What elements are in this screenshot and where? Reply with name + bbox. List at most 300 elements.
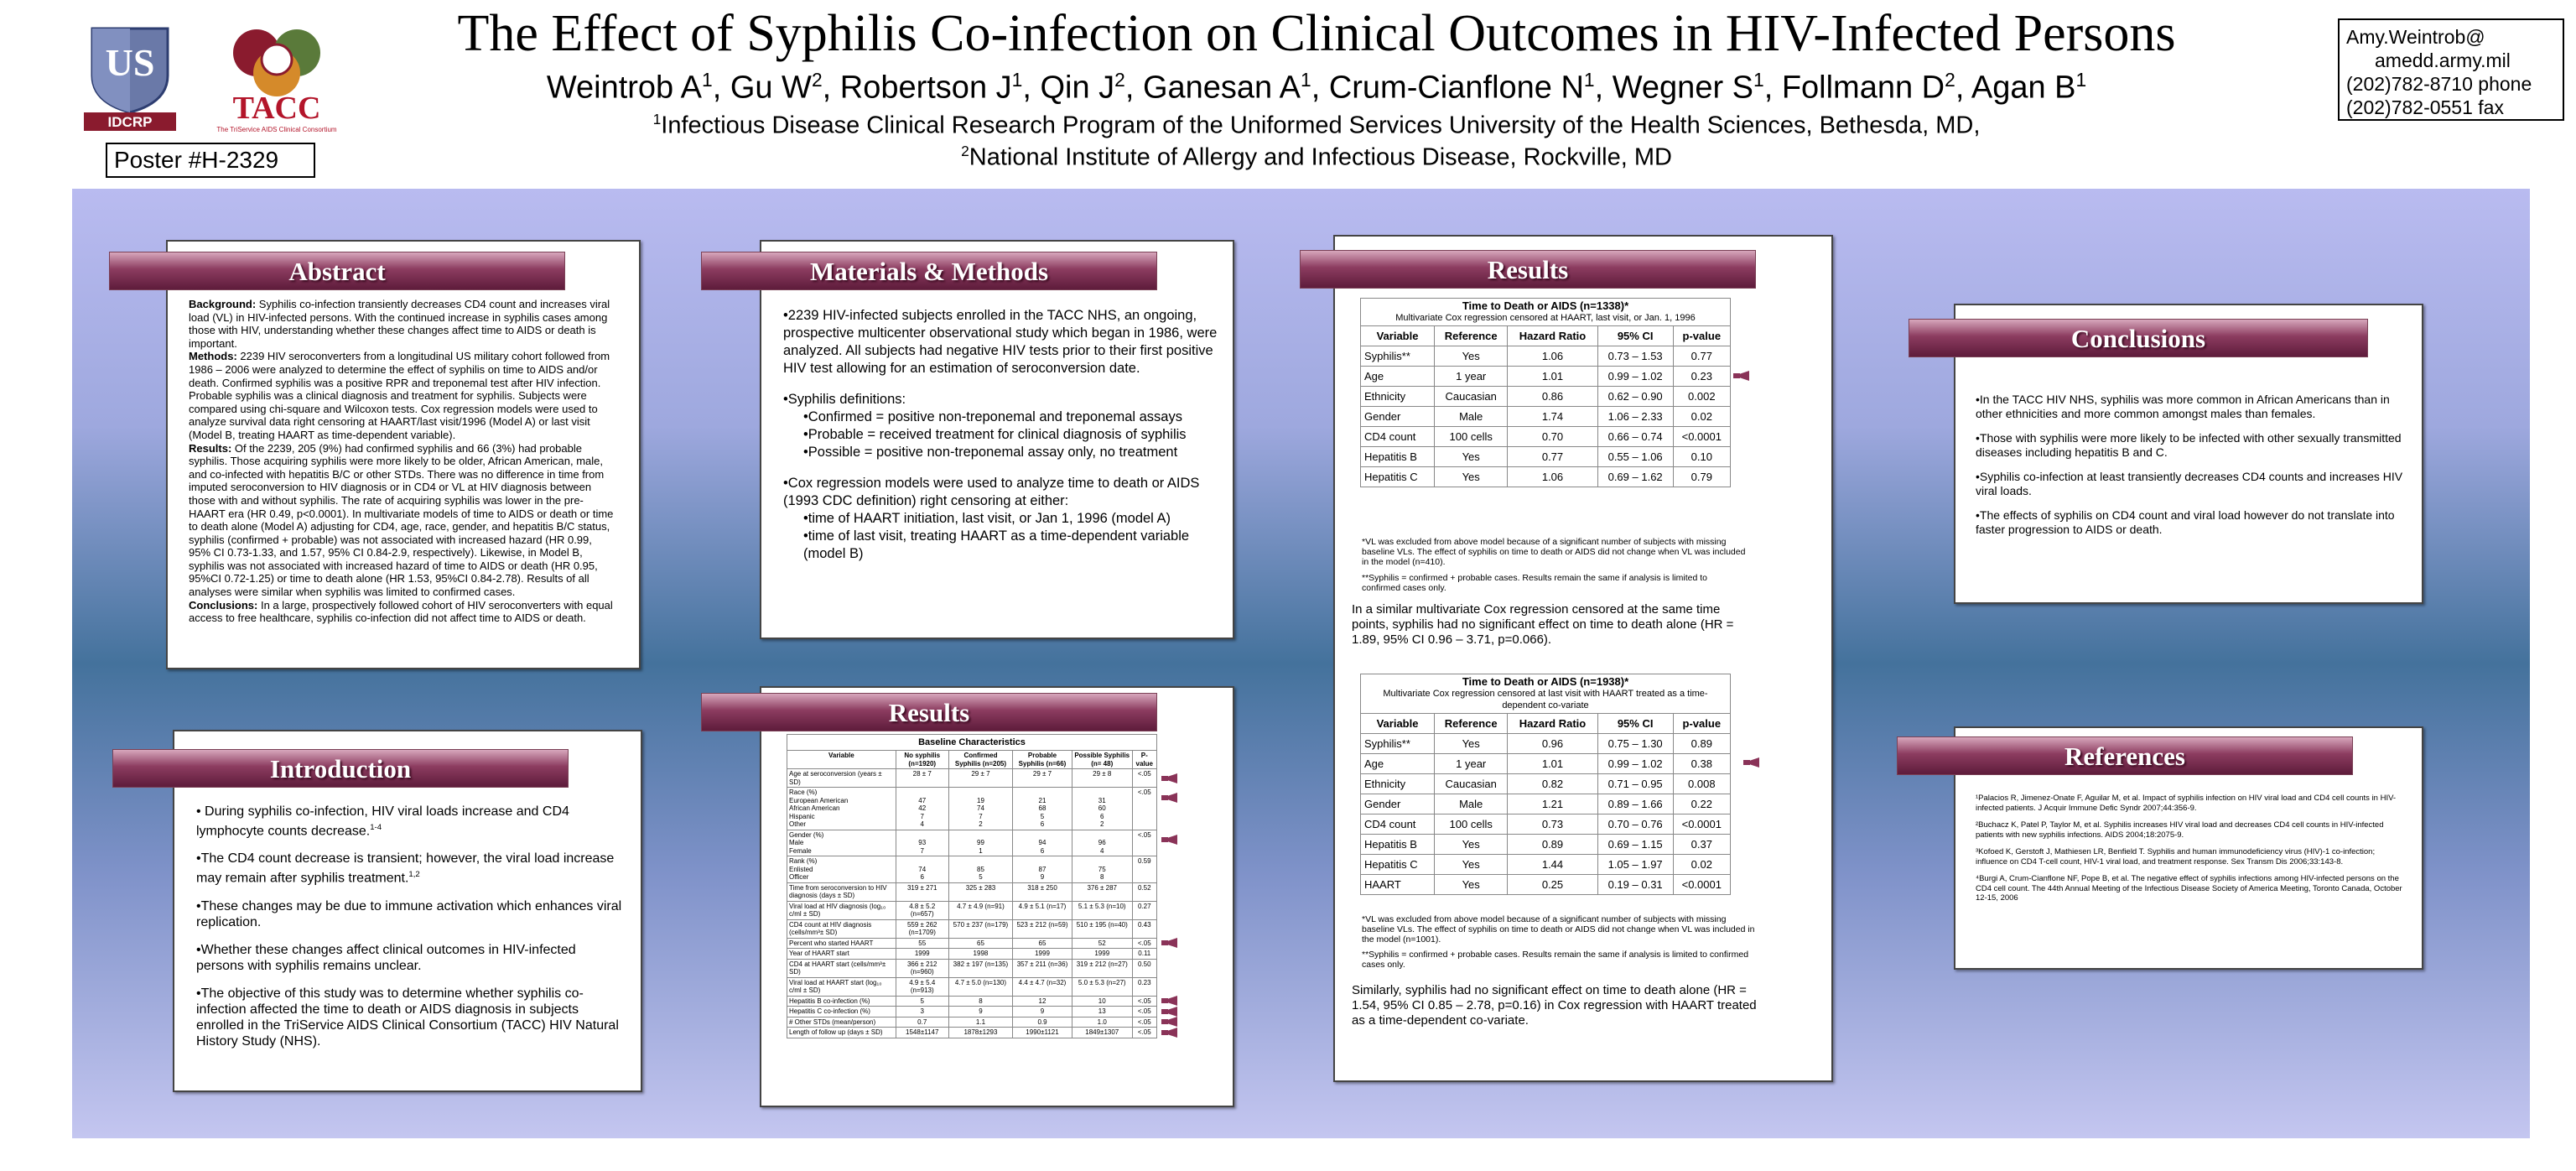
significance-arrow	[1162, 1007, 1177, 1017]
author-name: Ganesan A	[1142, 70, 1301, 106]
table-cell: 1999	[896, 949, 948, 960]
table-cell: 1990±1121	[1013, 1028, 1072, 1038]
column-header: Variable	[1361, 326, 1435, 346]
table-cell: Viral load at HIV diagnosis (log₁₀ c/ml ± SD)	[787, 901, 896, 919]
table-cell: 0.73 – 1.53	[1597, 346, 1673, 367]
table-cell: Length of follow up (days ± SD)	[787, 1028, 896, 1038]
table-cell: 19 74 7 2	[948, 788, 1012, 830]
author-affiliation-mark: 1	[1011, 69, 1023, 91]
table-cell: CD4 count at HIV diagnosis (cells/mm³± SD)	[787, 919, 896, 938]
table-cell: 4.9 ± 5.4 (n=913)	[896, 977, 948, 996]
intro-item-5: •The objective of this study was to determine whether syphilis co-infection affected the time to death or AIDS diagnosis in subjects enrolled in the TriService AIDS Clinical Consortium (TACC) HIV Natural History Study (NHS).	[196, 986, 619, 1049]
author-affiliation-mark: 2	[1945, 69, 1955, 91]
table-cell: 510 ± 195 (n=40)	[1072, 919, 1132, 938]
methods-p2: •Syphilis definitions:	[783, 392, 906, 407]
table-cell: 75 8	[1072, 856, 1132, 883]
reference-item-3: ³Kofoed K, Gerstoft J, Mathiesen LR, Benfield T. Syphilis and human immunodeficiency virus (HIV)-1 co-infection; influence on CD4 T-cell count, HIV-1 viral load, and treatment response. Sex Transm Dis 2006;33:143-8.	[1976, 847, 2376, 867]
column-header: Possible Syphilis (n= 48)	[1072, 751, 1132, 769]
table-cell: 1.1	[948, 1017, 1012, 1028]
table-cell: 28 ± 7	[896, 769, 948, 788]
table-cell: <0.0001	[1673, 814, 1730, 835]
table-cell: 0.70 – 0.76	[1597, 814, 1673, 835]
table-cell: Male	[1435, 407, 1508, 427]
table-cell: 0.50	[1132, 959, 1156, 977]
table-cell: 65	[948, 938, 1012, 949]
table-cell: <.05	[1132, 996, 1156, 1007]
table-cell: 93 7	[896, 830, 948, 856]
table-cell: 13	[1072, 1007, 1132, 1017]
table-row	[1361, 447, 1731, 467]
table-cell: Hepatitis C co-infection (%)	[787, 1007, 896, 1017]
intro-item-2: •The CD4 count decrease is transient; however, the viral load increase may remain after syphilis treatment.$^{1,2}$	[196, 851, 615, 886]
table-cell: 10	[1072, 996, 1132, 1007]
table-cell: 0.02	[1673, 855, 1730, 875]
table-cell: 85 5	[948, 856, 1012, 883]
table-cell: 31 60 6 2	[1072, 788, 1132, 830]
table-cell: 0.23	[1132, 977, 1156, 996]
table-cell: 96 4	[1072, 830, 1132, 856]
author-affiliation-mark: 1	[1753, 69, 1764, 91]
intro-item-4: •Whether these changes affect clinical outcomes in HIV-infected persons with syphilis remains unclear.	[196, 942, 576, 973]
significance-arrow	[1162, 938, 1177, 948]
table-cell: 5.1 ± 5.3 (n=10)	[1072, 901, 1132, 919]
poster-title: The Effect of Syphilis Co-infection on Clinical Outcomes in HIV-Infected Persons	[457, 5, 2176, 62]
table-row	[787, 830, 1157, 856]
contact-email-2[interactable]: amedd.army.mil	[2375, 49, 2511, 71]
table-cell: 0.69 – 1.62	[1597, 467, 1673, 487]
table-cell: # Other STDs (mean/person)	[787, 1017, 896, 1028]
table-cell: 0.7	[896, 1017, 948, 1028]
author-affiliation-mark: 1	[2075, 69, 2087, 91]
table-cell: Yes	[1435, 835, 1508, 855]
table-cell: <.05	[1132, 830, 1156, 856]
table-cell: 1.06	[1508, 346, 1597, 367]
table-cell: 1999	[1013, 949, 1072, 960]
table2-summary: Similarly, syphilis had no significant effect on time to death alone (HR = 1.54, 95% CI 0.85 – 2.78, p=0.16) in Cox regression with HAART treated as a time-dependent co-variate.	[1352, 983, 1757, 1028]
table-row	[787, 938, 1157, 949]
table-cell: 382 ± 197 (n=135)	[948, 959, 1012, 977]
table-cell: 0.11	[1132, 949, 1156, 960]
author-affiliation-mark: 2	[811, 69, 823, 91]
column-header: Reference	[1435, 326, 1508, 346]
table-cell: 1.0	[1072, 1017, 1132, 1028]
table-row	[1361, 387, 1731, 407]
reference-item-4: ⁴Burgi A, Crum-Cianflone NF, Pope B, et al. The negative effect of syphilis infections among HIV-infected persons on the CD4 cell count. The 44th Annual Meeting of the Infectious Disease Society of America Meeting, Toronto Canada, October 12-15, 2006	[1976, 874, 2402, 903]
table2-footnote-1: *VL was excluded from above model because of a significant number of subjects with missing baseline VLs. The effect of syphilis on time to death or AIDS did not change when VL was included in the model (n=1001).	[1362, 914, 1755, 945]
table-cell: 376 ± 287	[1072, 882, 1132, 901]
conclusion-item-1: •In the TACC HIV NHS, syphilis was more common in African Americans than in other ethnicities and more common amongst males than females.	[1976, 393, 2390, 420]
conclusion-item-3: •Syphilis co-infection at least transiently decreases CD4 counts and increases HIV viral loads.	[1976, 470, 2403, 497]
table-cell: Yes	[1435, 447, 1508, 467]
conclusion-item-4: •The effects of syphilis on CD4 count and viral load however do not translate into faster progression to AIDS or death.	[1976, 508, 2395, 536]
logo2-text: TACC	[232, 91, 321, 126]
table-row	[1361, 794, 1731, 814]
table-cell: 559 ± 262 (n=1709)	[896, 919, 948, 938]
author-name: Robertson J	[839, 70, 1012, 106]
results-table1-wrap	[1360, 298, 1731, 487]
table-cell: 523 ± 212 (n=59)	[1013, 919, 1072, 938]
conclusions-text	[1976, 393, 2405, 547]
table-cell: 0.89 – 1.66	[1597, 794, 1673, 814]
table-cell: 4.9 ± 5.1 (n=17)	[1013, 901, 1072, 919]
table-cell: 12	[1013, 996, 1072, 1007]
table-cell: 0.9	[1013, 1017, 1072, 1028]
table-cell: Yes	[1435, 467, 1508, 487]
abstract-heading: Abstract	[109, 252, 565, 290]
table1-footnote-2: **Syphilis = confirmed + probable cases. Results remain the same if analysis is limited to confirmed cases only.	[1362, 573, 1708, 593]
table-row	[787, 856, 1157, 883]
column-header: P-value	[1132, 751, 1156, 769]
table-cell: 1.21	[1508, 794, 1597, 814]
table-row	[787, 882, 1157, 901]
table-cell: Yes	[1435, 734, 1508, 754]
column-header: 95% CI	[1597, 326, 1673, 346]
table-cell: 1849±1307	[1072, 1028, 1132, 1038]
table-row	[787, 1017, 1157, 1028]
column-header: 95% CI	[1597, 714, 1673, 734]
conclusion-item-2: •Those with syphilis were more likely to be infected with other sexually transmitted diseases including hepatitis B and C.	[1976, 431, 2402, 459]
methods-heading: Materials & Methods	[701, 252, 1157, 290]
table-cell: 570 ± 237 (n=179)	[948, 919, 1012, 938]
table-cell: 87 9	[1013, 856, 1072, 883]
results-table2-wrap	[1360, 674, 1731, 895]
baseline-results-heading: Results	[701, 693, 1157, 731]
table2-caption: Time to Death or AIDS (n=1938)* Multivariate Cox regression censored at last visit with HAART treated as a time-dependent co-variate	[1360, 674, 1731, 713]
table-cell: 0.89	[1673, 734, 1730, 754]
table-cell: Male	[1435, 794, 1508, 814]
table-cell: 5.0 ± 5.3 (n=27)	[1072, 977, 1132, 996]
baseline-caption: Baseline Characteristics	[787, 734, 1157, 750]
table-cell: 0.02	[1673, 407, 1730, 427]
table-row	[1361, 875, 1731, 895]
introduction-text	[196, 804, 626, 1061]
affiliation-1: $^1$Infectious Disease Clinical Research Program of the Uniformed Services University of the Health Sciences, Bethesda, MD,	[652, 111, 1981, 139]
table-cell: Syphilis**	[1361, 346, 1435, 367]
author-affiliation-mark: 1	[702, 69, 713, 91]
table-cell: HAART	[1361, 875, 1435, 895]
table-cell: Caucasian	[1435, 774, 1508, 794]
table-cell: Rank (%) Enlisted Officer	[787, 856, 896, 883]
table-cell: 0.79	[1673, 467, 1730, 487]
results-table-1	[1360, 325, 1731, 487]
table-cell: 318 ± 250	[1013, 882, 1072, 901]
table-row	[787, 901, 1157, 919]
table-cell: 9	[1013, 1007, 1072, 1017]
table-cell: Hepatitis B	[1361, 447, 1435, 467]
table-cell: 0.99 – 1.02	[1597, 367, 1673, 387]
table-cell: <0.0001	[1673, 427, 1730, 447]
table1-footnote-1: *VL was excluded from above model because of a significant number of subjects with missing baseline VLs. The effect of syphilis on time to death or AIDS did not change when VL was included in the model (n=410).	[1362, 537, 1746, 567]
methods-p1: •2239 HIV-infected subjects enrolled in the TACC NHS, an ongoing, prospective multicenter observational study which began in 1986, were analyzed. All subjects had negative HIV tests prior to their first positive HIV test allowing for an estimation of seroconversion date.	[783, 308, 1218, 376]
author-name: Gu W	[730, 70, 812, 106]
significance-arrow	[1162, 773, 1177, 783]
table-row	[1361, 835, 1731, 855]
table-cell: Gender	[1361, 407, 1435, 427]
table-cell: 47 42 7 4	[896, 788, 948, 830]
table-cell: 0.71 – 0.95	[1597, 774, 1673, 794]
column-header: Variable	[1361, 714, 1435, 734]
table-cell: Hepatitis C	[1361, 855, 1435, 875]
table-cell: 1.74	[1508, 407, 1597, 427]
column-header: No syphilis (n=1920)	[896, 751, 948, 769]
svg-text:US: US	[105, 41, 155, 84]
table-cell: 0.19 – 0.31	[1597, 875, 1673, 895]
table-cell: 357 ± 211 (n=36)	[1013, 959, 1072, 977]
table-cell: 0.38	[1673, 754, 1730, 774]
table-cell: Gender (%) Male Female	[787, 830, 896, 856]
poster-number: Poster #H-2329	[106, 143, 315, 178]
table-cell: 0.59	[1132, 856, 1156, 883]
affiliation-2: $^2$National Institute of Allergy and Infectious Disease, Rockville, MD	[961, 143, 1672, 171]
table-row	[1361, 427, 1731, 447]
author-name: Qin J	[1040, 70, 1115, 106]
table-cell: Percent who started HAART	[787, 938, 896, 949]
table-cell: 0.62 – 0.90	[1597, 387, 1673, 407]
table-row	[787, 996, 1157, 1007]
table-cell: 1 year	[1435, 367, 1508, 387]
logo2-subtext: The TriService AIDS Clinical Consortium	[216, 126, 337, 133]
table-cell: Yes	[1435, 346, 1508, 367]
table-cell: 8	[948, 996, 1012, 1007]
syphilis-arrow-1	[1734, 371, 1749, 381]
table-cell: Race (%) European American African American Hispanic Other	[787, 788, 896, 830]
column-header: p-value	[1673, 714, 1730, 734]
table-cell: Hepatitis C	[1361, 467, 1435, 487]
table-cell: Yes	[1435, 875, 1508, 895]
table-row	[787, 959, 1157, 977]
table-cell: 0.99 – 1.02	[1597, 754, 1673, 774]
table-row	[787, 788, 1157, 830]
baseline-table-wrap	[787, 734, 1157, 1038]
table-cell: 0.55 – 1.06	[1597, 447, 1673, 467]
methods-text	[783, 307, 1218, 563]
table-cell: 0.70	[1508, 427, 1597, 447]
intro-item-1: • During syphilis co-infection, HIV viral loads increase and CD4 lymphocyte counts decrease.$^{1-4}$	[196, 804, 569, 839]
author-affiliation-mark: 1	[1583, 69, 1595, 91]
table-row	[787, 1028, 1157, 1038]
significance-arrow	[1162, 835, 1177, 845]
table-cell: 0.82	[1508, 774, 1597, 794]
baseline-table	[787, 750, 1157, 1038]
conclusions-heading: Conclusions	[1909, 319, 2368, 357]
table-cell: CD4 count	[1361, 814, 1435, 835]
table-cell: 0.89	[1508, 835, 1597, 855]
table-cell: <.05	[1132, 1028, 1156, 1038]
table-cell: 1.01	[1508, 754, 1597, 774]
column-header: p-value	[1673, 326, 1730, 346]
table-cell: <0.0001	[1673, 875, 1730, 895]
table-row	[787, 919, 1157, 938]
table-row	[1361, 754, 1731, 774]
table-cell: 100 cells	[1435, 814, 1508, 835]
table-cell: 366 ± 212 (n=960)	[896, 959, 948, 977]
table-cell: 1998	[948, 949, 1012, 960]
references-text	[1976, 794, 2403, 911]
table-row	[1361, 814, 1731, 835]
table-cell: Syphilis**	[1361, 734, 1435, 754]
significance-arrow	[1162, 1028, 1177, 1038]
table2-footnote-2: **Syphilis = confirmed + probable cases. Results remain the same if analysis is limited to confirmed cases only.	[1362, 950, 1749, 970]
table-cell: 1548±1147	[896, 1028, 948, 1038]
author-name: Crum-Cianflone N	[1328, 70, 1584, 106]
table-row	[1361, 346, 1731, 367]
methods-p3: •Cox regression models were used to analyze time to death or AIDS (1993 CDC definition) right censoring at either:	[783, 476, 1200, 508]
table-row	[1361, 367, 1731, 387]
intro-item-3: •These changes may be due to immune activation which enhances viral replication.	[196, 898, 622, 929]
table-cell: 0.86	[1508, 387, 1597, 407]
column-header: Reference	[1435, 714, 1508, 734]
table-cell: 74 6	[896, 856, 948, 883]
table-cell: 21 68 5 6	[1013, 788, 1072, 830]
methods-model-a: •time of HAART initiation, last visit, or Jan 1, 1996 (model A)	[803, 511, 1171, 526]
table-row	[1361, 774, 1731, 794]
introduction-heading: Introduction	[112, 749, 569, 788]
significance-arrow	[1162, 1017, 1177, 1027]
syphilis-arrow-2	[1744, 757, 1759, 768]
table-cell: CD4 count	[1361, 427, 1435, 447]
table-cell: Ethnicity	[1361, 387, 1435, 407]
table-cell: Yes	[1435, 855, 1508, 875]
column-header: Hazard Ratio	[1508, 326, 1597, 346]
table-cell: 1.01	[1508, 367, 1597, 387]
author-name: Follmann D	[1781, 70, 1945, 106]
contact-phone: (202)782-8710 phone	[2346, 73, 2532, 95]
table-cell: 1.06 – 2.33	[1597, 407, 1673, 427]
table-cell: Hepatitis B co-infection (%)	[787, 996, 896, 1007]
table-row	[787, 977, 1157, 996]
table-row	[787, 769, 1157, 788]
table-cell: 0.73	[1508, 814, 1597, 835]
table-cell: <.05	[1132, 769, 1156, 788]
table-cell: 0.66 – 0.74	[1597, 427, 1673, 447]
methods-def-possible: •Possible = positive non-treponemal assay only, no treatment	[803, 445, 1178, 460]
table-cell: 0.23	[1673, 367, 1730, 387]
table-cell: Hepatitis B	[1361, 835, 1435, 855]
table-row	[787, 949, 1157, 960]
table-cell: 0.37	[1673, 835, 1730, 855]
table-cell: 319 ± 271	[896, 882, 948, 901]
table-cell: Age	[1361, 754, 1435, 774]
table-row	[1361, 734, 1731, 754]
table-cell: 1.05 – 1.97	[1597, 855, 1673, 875]
table-cell: 0.69 – 1.15	[1597, 835, 1673, 855]
reference-item-2: ²Buchacz K, Patel P, Taylor M, et al. Syphilis increases HIV viral load and decreases CD4 cell counts in HIV-infected patients with new syphilis infections. AIDS 2004;18:2075-9.	[1976, 820, 2384, 840]
table-cell: 1.06	[1508, 467, 1597, 487]
table-row	[1361, 855, 1731, 875]
table-cell: 9	[948, 1007, 1012, 1017]
results-table-2	[1360, 713, 1731, 895]
table-cell: <.05	[1132, 1017, 1156, 1028]
significance-arrow	[1162, 793, 1177, 803]
table-cell: 1878±1293	[948, 1028, 1012, 1038]
table-cell: 3	[896, 1007, 948, 1017]
table-cell: Viral load at HAART start (log₁₀ c/ml ± SD)	[787, 977, 896, 996]
table-cell: 0.43	[1132, 919, 1156, 938]
column-header: Variable	[787, 751, 896, 769]
table-cell: 0.27	[1132, 901, 1156, 919]
table-cell: <.05	[1132, 938, 1156, 949]
table-cell: 0.77	[1673, 346, 1730, 367]
table-cell: 65	[1013, 938, 1072, 949]
table-cell: 325 ± 283	[948, 882, 1012, 901]
table-cell: 4.7 ± 5.0 (n=130)	[948, 977, 1012, 996]
table-cell: Caucasian	[1435, 387, 1508, 407]
logo1-text: IDCRP	[107, 114, 153, 130]
table-cell: 0.75 – 1.30	[1597, 734, 1673, 754]
table-cell: Year of HAART start	[787, 949, 896, 960]
table-cell: 1.44	[1508, 855, 1597, 875]
author-affiliation-mark: 1	[1301, 69, 1311, 91]
table-cell: 1 year	[1435, 754, 1508, 774]
author-name: Weintrob A	[546, 70, 702, 106]
column-header: Hazard Ratio	[1508, 714, 1597, 734]
contact-fax: (202)782-0551 fax	[2346, 96, 2504, 118]
table-row	[1361, 467, 1731, 487]
abstract-text: Background: Syphilis co-infection transiently decreases CD4 count and increases viral load (VL) in HIV-infected persons. With the continued increase in syphilis cases among those with HIV, understanding whether these changes affect time to AIDS or death is important. Methods: 2239 HIV seroconverters from a longitudinal US military cohort followed from 1986 – 2006 were analyzed to determine the effect of syphilis on time to AIDS and/or death. Confirmed syphilis was a positive RPR and treponemal test after HIV infection. Probable syphilis was a clinical diagnosis and treatment for syphilis. Subjects were compared using chi-square and Wilcoxon tests. Cox regression models were used to analyze survival data right censoring at HAART/last visit/1996 (Model A) or last visit (Model B, treating HAART as time-dependent variable). Results: Of the 2239, 205 (9%) had confirmed syphilis and 66 (3%) had probable syphilis. Those acquiring syphilis were more likely to be older, African American, male, and co-infected with hepatitis B/C or other STDs. There was no difference in time from imputed seroconversion to HIV diagnosis or in CD4 or VL at HIV diagnosis between those with and without syphilis. The rate of acquiring syphilis was lower in the pre-HAART era (HR 0.49, p<0.0001). In multivariate models of time to AIDS or death or time to death alone (Model A) adjusting for CD4, age, race, gender, and hepatitis B/C status, syphilis (confirmed + probable) was not associated with increased hazard (HR 0.99, 95% CI 0.73-1.33, and 1.57, 95% CI 0.84-2.9, respectively). Likewise, in Model B, syphilis was not associated with increased hazard of time to AIDS or death (HR 0.95, 95%CI 0.72-1.25) or time to death alone (HR 1.53, 95%CI 0.84-2.78). Results of all analyses were similar when syphilis was limited to confirmed cases. Conclusions: In a large, prospectively followed cohort of HIV seroconverters with equal access to free healthcare, syphilis co-infection did not affect time to AIDS or death.	[189, 298, 614, 625]
references-heading: References	[1897, 736, 2353, 775]
table-cell: 29 ± 7	[1013, 769, 1072, 788]
tacc-logo	[210, 21, 344, 138]
table-cell: 1999	[1072, 949, 1132, 960]
contact-box	[2338, 18, 2564, 121]
table-cell: 4.8 ± 5.2 (n=657)	[896, 901, 948, 919]
table1-caption: Time to Death or AIDS (n=1338)* Multivariate Cox regression censored at HAART, last visit, or Jan. 1, 1996	[1360, 298, 1731, 325]
table-cell: 4.7 ± 4.9 (n=91)	[948, 901, 1012, 919]
idcrp-logo	[84, 25, 176, 133]
table-cell: Gender	[1361, 794, 1435, 814]
table-cell: 100 cells	[1435, 427, 1508, 447]
author-list: Weintrob $A^1$, Gu $W^2$, Robertson $J^1$, Qin $J^2$, Ganesan $A^1$, Crum-Cianflone $N^1$, Wegner $S^1$, Follmann $D^2$, Agan $B^1$	[546, 69, 2087, 106]
table-cell: 0.008	[1673, 774, 1730, 794]
methods-model-b: •time of last visit, treating HAART as a time-dependent variable (model B)	[803, 528, 1190, 561]
results-heading: Results	[1300, 250, 1756, 289]
table-cell: 0.22	[1673, 794, 1730, 814]
table-cell: Ethnicity	[1361, 774, 1435, 794]
methods-def-probable: •Probable = received treatment for clinical diagnosis of syphilis	[803, 427, 1187, 442]
table-cell: 5	[896, 996, 948, 1007]
table-cell: 0.52	[1132, 882, 1156, 901]
table1-summary: In a similar multivariate Cox regression censored at the same time points, syphilis had no significant effect on time to death alone (HR = 1.89, 95% CI 0.96 – 3.71, p=0.066).	[1352, 602, 1734, 647]
table-cell: 29 ± 7	[948, 769, 1012, 788]
table-cell: 0.25	[1508, 875, 1597, 895]
table-cell: 0.10	[1673, 447, 1730, 467]
contact-email-1[interactable]: Amy.Weintrob@	[2346, 26, 2485, 48]
table-cell: 94 6	[1013, 830, 1072, 856]
table-cell: 319 ± 212 (n=27)	[1072, 959, 1132, 977]
column-header: Confirmed Syphilis (n=205)	[948, 751, 1012, 769]
reference-item-1: ¹Palacios R, Jimenez-Onate F, Aguilar M, et al. Impact of syphilis infection on HIV viral load and CD4 cell counts in HIV-infected patients. J Acquir Immune Defic Syndr 2007;44:356-9.	[1976, 794, 2397, 813]
table-cell: 0.77	[1508, 447, 1597, 467]
table-cell: Time from seroconversion to HIV diagnosis (days ± SD)	[787, 882, 896, 901]
table-row	[1361, 407, 1731, 427]
table-cell: 99 1	[948, 830, 1012, 856]
table-row	[787, 1007, 1157, 1017]
table-cell: <.05	[1132, 1007, 1156, 1017]
table-cell: 29 ± 8	[1072, 769, 1132, 788]
table-cell: Age	[1361, 367, 1435, 387]
table-cell: 0.96	[1508, 734, 1597, 754]
author-affiliation-mark: 2	[1114, 69, 1125, 91]
table-cell: CD4 at HAART start (cells/mm³± SD)	[787, 959, 896, 977]
table-cell: <.05	[1132, 788, 1156, 830]
author-name: Agan B	[1971, 70, 2076, 106]
table-cell: 55	[896, 938, 948, 949]
table-cell: Age at seroconversion (years ± SD)	[787, 769, 896, 788]
table-cell: 0.002	[1673, 387, 1730, 407]
table-cell: 52	[1072, 938, 1132, 949]
author-name: Wegner S	[1612, 70, 1754, 106]
table-cell: 4.4 ± 4.7 (n=32)	[1013, 977, 1072, 996]
